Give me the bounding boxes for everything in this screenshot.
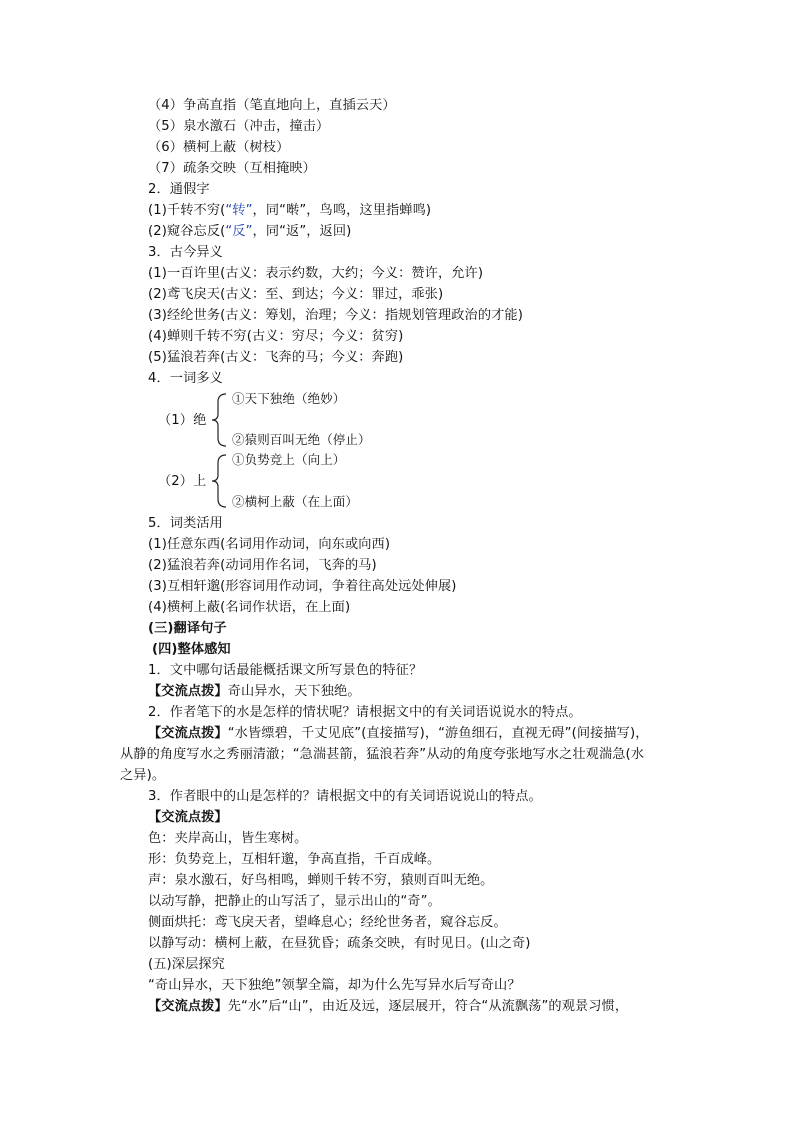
answer-3-line: 以静写动：横柯上蔽，在昼犹昏；疏条交映，有时见日。(山之奇) — [148, 936, 531, 951]
question-3: 3．作者眼中的山是怎样的？请根据文中的有关词语说说山的特点。 — [148, 789, 542, 804]
answer-3-line: 形：负势竞上，互相轩邈，争高直指，千百成峰。 — [148, 852, 441, 867]
answer-2-line-1: 【交流点拨】“水皆缥碧，千丈见底”(直接描写)，“游鱼细石，直视无碍”(间接描写)， — [148, 726, 649, 741]
answer-3-line: 以动写静，把静止的山写活了，显示出山的“奇”。 — [148, 894, 441, 909]
polysemy-sense: ②猿则百叫无绝（停止） — [232, 432, 371, 447]
heading-tongjia: 2．通假字 — [148, 182, 210, 197]
polysemy-sense: ①天下独绝（绝妙） — [232, 391, 346, 406]
vocab-item: （5）泉水激石（冲击，撞击） — [148, 119, 330, 134]
gujin-item: (2)鸢飞戾天(古义：至、到达；今义：罪过，乖张) — [148, 287, 444, 302]
gujin-item: (5)猛浪若奔(古义：飞奔的马；今义：奔跑) — [148, 350, 404, 365]
heading-gujin: 3．古今异义 — [148, 245, 223, 260]
polysemy-sense: ②横柯上蔽（在上面） — [232, 494, 359, 509]
heading-huoyong: 5．词类活用 — [148, 516, 223, 531]
answer-1: 【交流点拨】奇山异水，天下独绝。 — [148, 684, 361, 699]
huoyong-item: (1)任意东西(名词用作动词，向东或向西) — [148, 537, 391, 552]
polysemy-sense: ①负势竞上（向上） — [232, 452, 346, 467]
deep-answer: 【交流点拨】先“水”后“山”，由近及远，逐层展开，符合“从流飘荡”的观景习惯， — [148, 999, 629, 1014]
heading-duoyi: 4．一词多义 — [148, 371, 223, 386]
gujin-item: (4)蝉则千转不穷(古义：穷尽；今义：贫穷) — [148, 329, 404, 344]
brace-icon — [210, 453, 228, 509]
tongjia-item-1: (1)千转不穷(“转”，同“啭”，鸟鸣，这里指蝉鸣) — [148, 203, 432, 218]
heading-overall: (四)整体感知 — [152, 642, 231, 657]
brace-icon — [210, 392, 228, 448]
question-2: 2．作者笔下的水是怎样的情状呢？请根据文中的有关词语说说水的特点。 — [148, 705, 582, 720]
question-1: 1．文中哪句话最能概括课文所写景色的特征？ — [148, 663, 423, 678]
answer-2-line-2: 从静的角度写水之秀丽清澈；“急湍甚箭，猛浪若奔”从动的角度夸张地写水之壮观湍急(水 — [120, 747, 645, 762]
answer-3-line: 声：泉水激石，好鸟相鸣，蝉则千转不穷，猿则百叫无绝。 — [148, 873, 494, 888]
answer-3-line: 侧面烘托：鸢飞戾天者，望峰息心；经纶世务者，窥谷忘反。 — [148, 915, 507, 930]
huoyong-item: (2)猛浪若奔(动词用作名词，飞奔的马) — [148, 558, 377, 573]
polysemy-word-2: （2）上 — [158, 474, 207, 489]
vocab-item: （7）疏条交映（互相掩映） — [148, 161, 316, 176]
answer-3-tag: 【交流点拨】 — [148, 810, 228, 825]
heading-deep: (五)深层探究 — [148, 957, 225, 972]
polysemy-word-1: （1）绝 — [158, 413, 207, 428]
gujin-item: (1)一百许里(古义：表示约数，大约；今义：赞许，允许) — [148, 266, 484, 281]
vocab-item: （6）横柯上蔽（树枝） — [148, 140, 290, 155]
vocab-item: （4）争高直指（笔直地向上，直插云天） — [148, 98, 396, 113]
huoyong-item: (4)横柯上蔽(名词作状语，在上面) — [148, 600, 351, 615]
huoyong-item: (3)互相轩邈(形容词用作动词，争着往高处远处伸展) — [148, 579, 457, 594]
answer-2-line-3: 之异)。 — [120, 768, 166, 783]
heading-translate: (三)翻译句子 — [148, 621, 227, 636]
tongjia-item-2: (2)窥谷忘反(“反”，同“返”，返回) — [148, 224, 352, 239]
deep-question: “奇山异水，天下独绝”领挈全篇，却为什么先写异水后写奇山？ — [148, 978, 521, 993]
answer-3-line: 色：夹岸高山，皆生寒树。 — [148, 831, 308, 846]
gujin-item: (3)经纶世务(古义：筹划，治理；今义：指规划管理政治的才能) — [148, 308, 523, 323]
